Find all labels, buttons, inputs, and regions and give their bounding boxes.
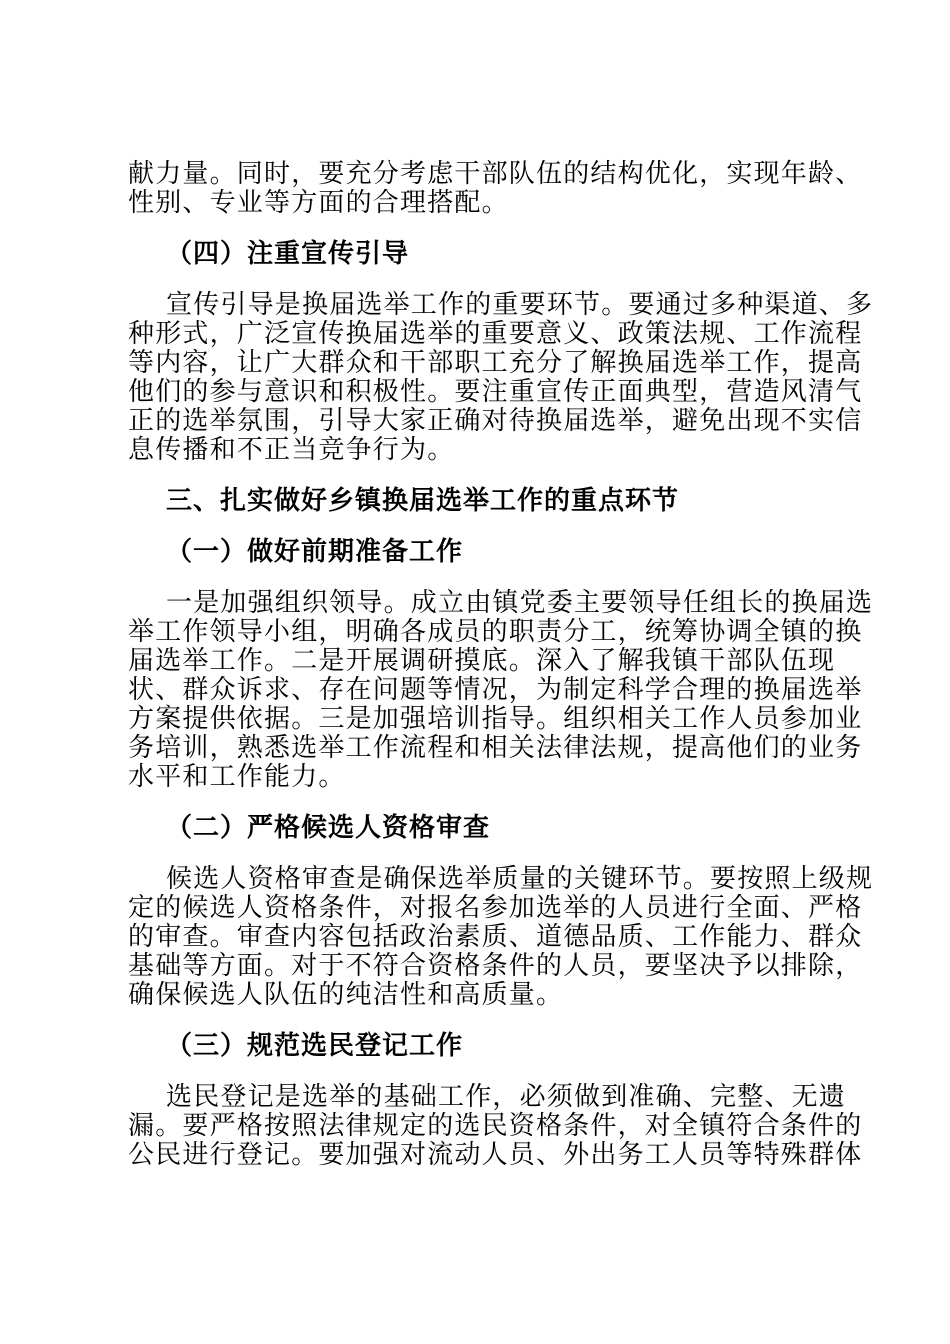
- text-line: 届选举工作。二是开展调研摸底。深入了解我镇干部队伍现: [128, 646, 836, 676]
- paragraph: [128, 864, 874, 1010]
- text-line: 状、群众诉求、存在问题等情况，为制定科学合理的换届选举: [128, 675, 863, 705]
- text-line: 确保候选人队伍的纯洁性和高质量。: [128, 980, 564, 1010]
- text-line: 等内容，让广大群众和干部职工充分了解换届选举工作，提高: [128, 348, 863, 378]
- text-line: 基础等方面。对于不符合资格条件的人员，要坚决予以排除，: [128, 951, 863, 981]
- text-line: 的审查。审查内容包括政治素质、道德品质、工作能力、群众: [128, 922, 863, 952]
- paragraph: [128, 1082, 863, 1170]
- text-line: 性别、专业等方面的合理搭配。: [128, 188, 509, 218]
- section-heading: （一）做好前期准备工作: [166, 537, 464, 567]
- text-line: 候选人资格审查是确保选举质量的关键环节。要按照上级规: [166, 864, 874, 894]
- text-line: 务培训，熟悉选举工作流程和相关法律法规，提高他们的业务: [128, 733, 863, 763]
- section-heading: （四）注重宣传引导: [166, 239, 410, 269]
- text-line: 漏。要严格按照法律规定的选民资格条件，对全镇符合条件的: [128, 1111, 863, 1141]
- paragraph: [128, 290, 874, 465]
- text-line: 定的候选人资格条件，对报名参加选举的人员进行全面、严格: [128, 893, 863, 923]
- text-line: 他们的参与意识和积极性。要注重宣传正面典型，营造风清气: [128, 377, 863, 407]
- section-heading: 三、扎实做好乡镇换届选举工作的重点环节: [166, 486, 680, 516]
- text-line: 一是加强组织领导。成立由镇党委主要领导任组长的换届选: [166, 588, 874, 618]
- section-heading: （二）严格候选人资格审查: [166, 813, 491, 843]
- paragraph: [128, 588, 874, 792]
- paragraph: [128, 159, 863, 218]
- text-line: 正的选举氛围，引导大家正确对待换届选举，避免出现不实信: [128, 406, 863, 436]
- text-line: 举工作领导小组，明确各成员的职责分工，统筹协调全镇的换: [128, 617, 863, 647]
- text-line: 水平和工作能力。: [128, 762, 346, 792]
- text-line: 种形式，广泛宣传换届选举的重要意义、政策法规、工作流程: [128, 319, 863, 349]
- text-line: 选民登记是选举的基础工作，必须做到准确、完整、无遗: [166, 1082, 847, 1112]
- text-line: 公民进行登记。要加强对流动人员、外出务工人员等特殊群体: [128, 1140, 863, 1170]
- text-line: 方案提供依据。三是加强培训指导。组织相关工作人员参加业: [128, 704, 863, 734]
- text-line: 宣传引导是换届选举工作的重要环节。要通过多种渠道、多: [166, 290, 874, 320]
- document-page: [128, 159, 874, 1192]
- text-line: 献力量。同时，要充分考虑干部队伍的结构优化，实现年龄、: [128, 159, 863, 189]
- text-line: 息传播和不正当竞争行为。: [128, 435, 455, 465]
- section-heading: （三）规范选民登记工作: [166, 1031, 464, 1061]
